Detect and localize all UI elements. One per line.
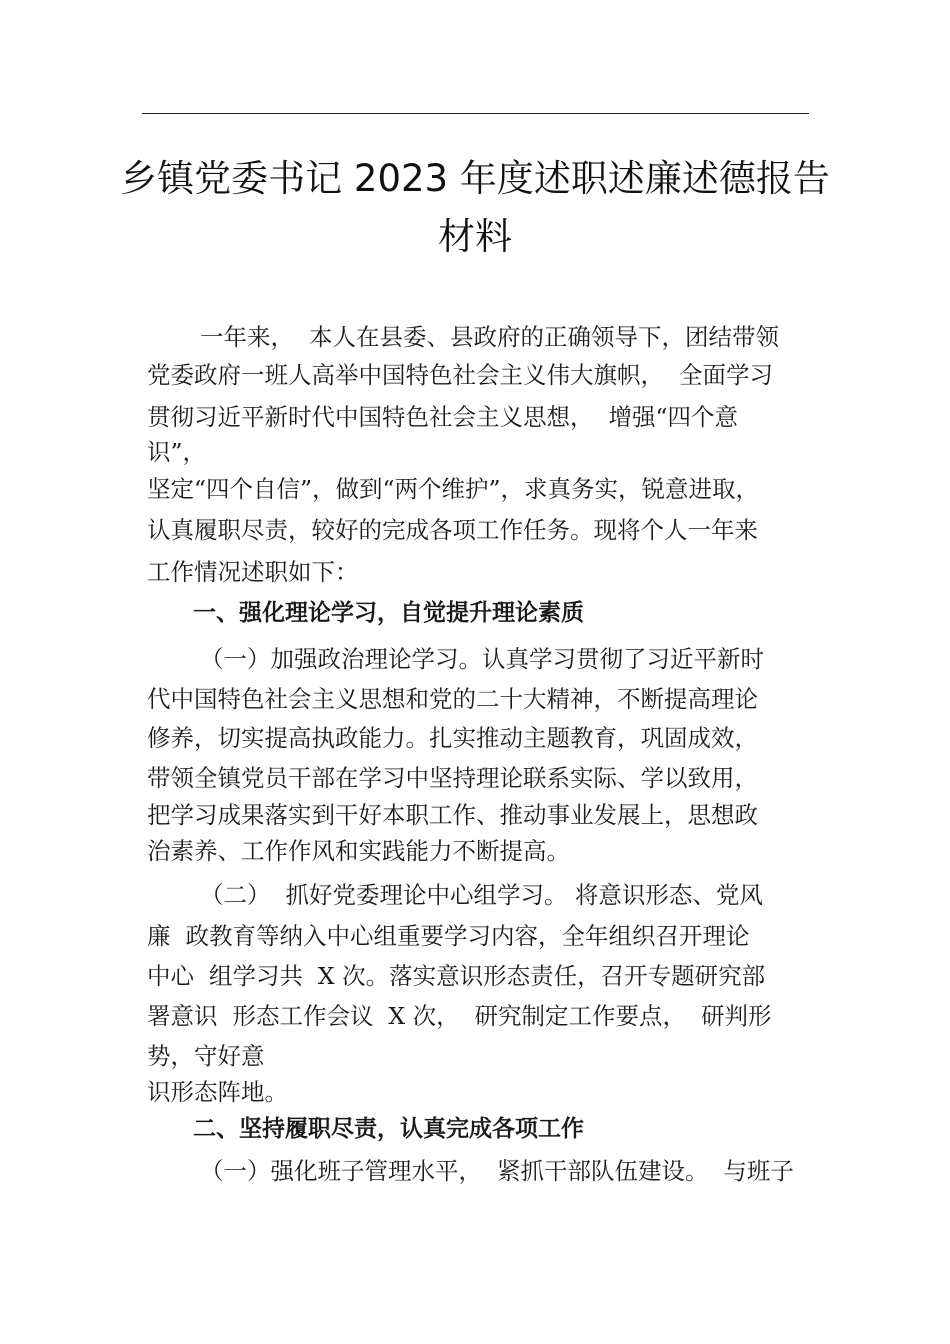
body-line: 认真履职尽责，较好的完成各项工作任务。现将个人一年来 (147, 516, 758, 544)
body-line: 坚定“四个自信”，做到“两个维护”，求真务实，锐意进取， (147, 475, 760, 503)
body-line: 识”， (147, 438, 207, 466)
body-line: 廉 政教育等纳入中心组重要学习内容，全年组织召开理论 (147, 922, 750, 950)
document-title-continued: 材料 (438, 215, 512, 258)
body-line: 修养，切实提高执政能力。扎实推动主题教育，巩固成效， (147, 724, 758, 752)
section-heading: 一、强化理论学习，自觉提升理论素质 (193, 600, 584, 626)
body-line: 贯彻习近平新时代中国特色社会主义思想， 增强“四个意 (147, 403, 738, 431)
body-line: 工作情况述职如下： (147, 558, 359, 586)
body-line: 势，守好意 (147, 1042, 265, 1070)
document-title: 乡镇党委书记 2023 年度述职述廉述德报告 (120, 157, 830, 200)
body-line: 署意识 形态工作会议 X 次， 研究制定工作要点， 研判形 (147, 1002, 772, 1030)
body-line: 党委政府一班人高举中国特色社会主义伟大旗帜， 全面学习 (147, 361, 773, 389)
body-line: 治素养、工作作风和实践能力不断提高。 (147, 837, 570, 865)
body-line: 一年来， 本人在县委、县政府的正确领导下，团结带领 (200, 323, 779, 351)
body-line: （一）加强政治理论学习。认真学习贯彻了习近平新时 (200, 645, 764, 673)
section-heading: 二、坚持履职尽责，认真完成各项工作 (193, 1116, 584, 1142)
header-rule (142, 113, 809, 114)
body-line: 中心 组学习共 X 次。落实意识形态责任，召开专题研究部 (147, 962, 766, 990)
body-line: 把学习成果落实到干好本职工作、推动事业发展上，思想政 (147, 801, 758, 829)
body-line: 代中国特色社会主义思想和党的二十大精神，不断提高理论 (147, 685, 758, 713)
body-line: （一）强化班子管理水平， 紧抓干部队伍建设。 与班子 (200, 1157, 794, 1185)
body-line: 识形态阵地。 (147, 1078, 288, 1106)
body-line: （二） 抓好党委理论中心组学习。 将意识形态、党风 (200, 881, 763, 909)
body-line: 带领全镇党员干部在学习中坚持理论联系实际、学以致用， (147, 764, 758, 792)
